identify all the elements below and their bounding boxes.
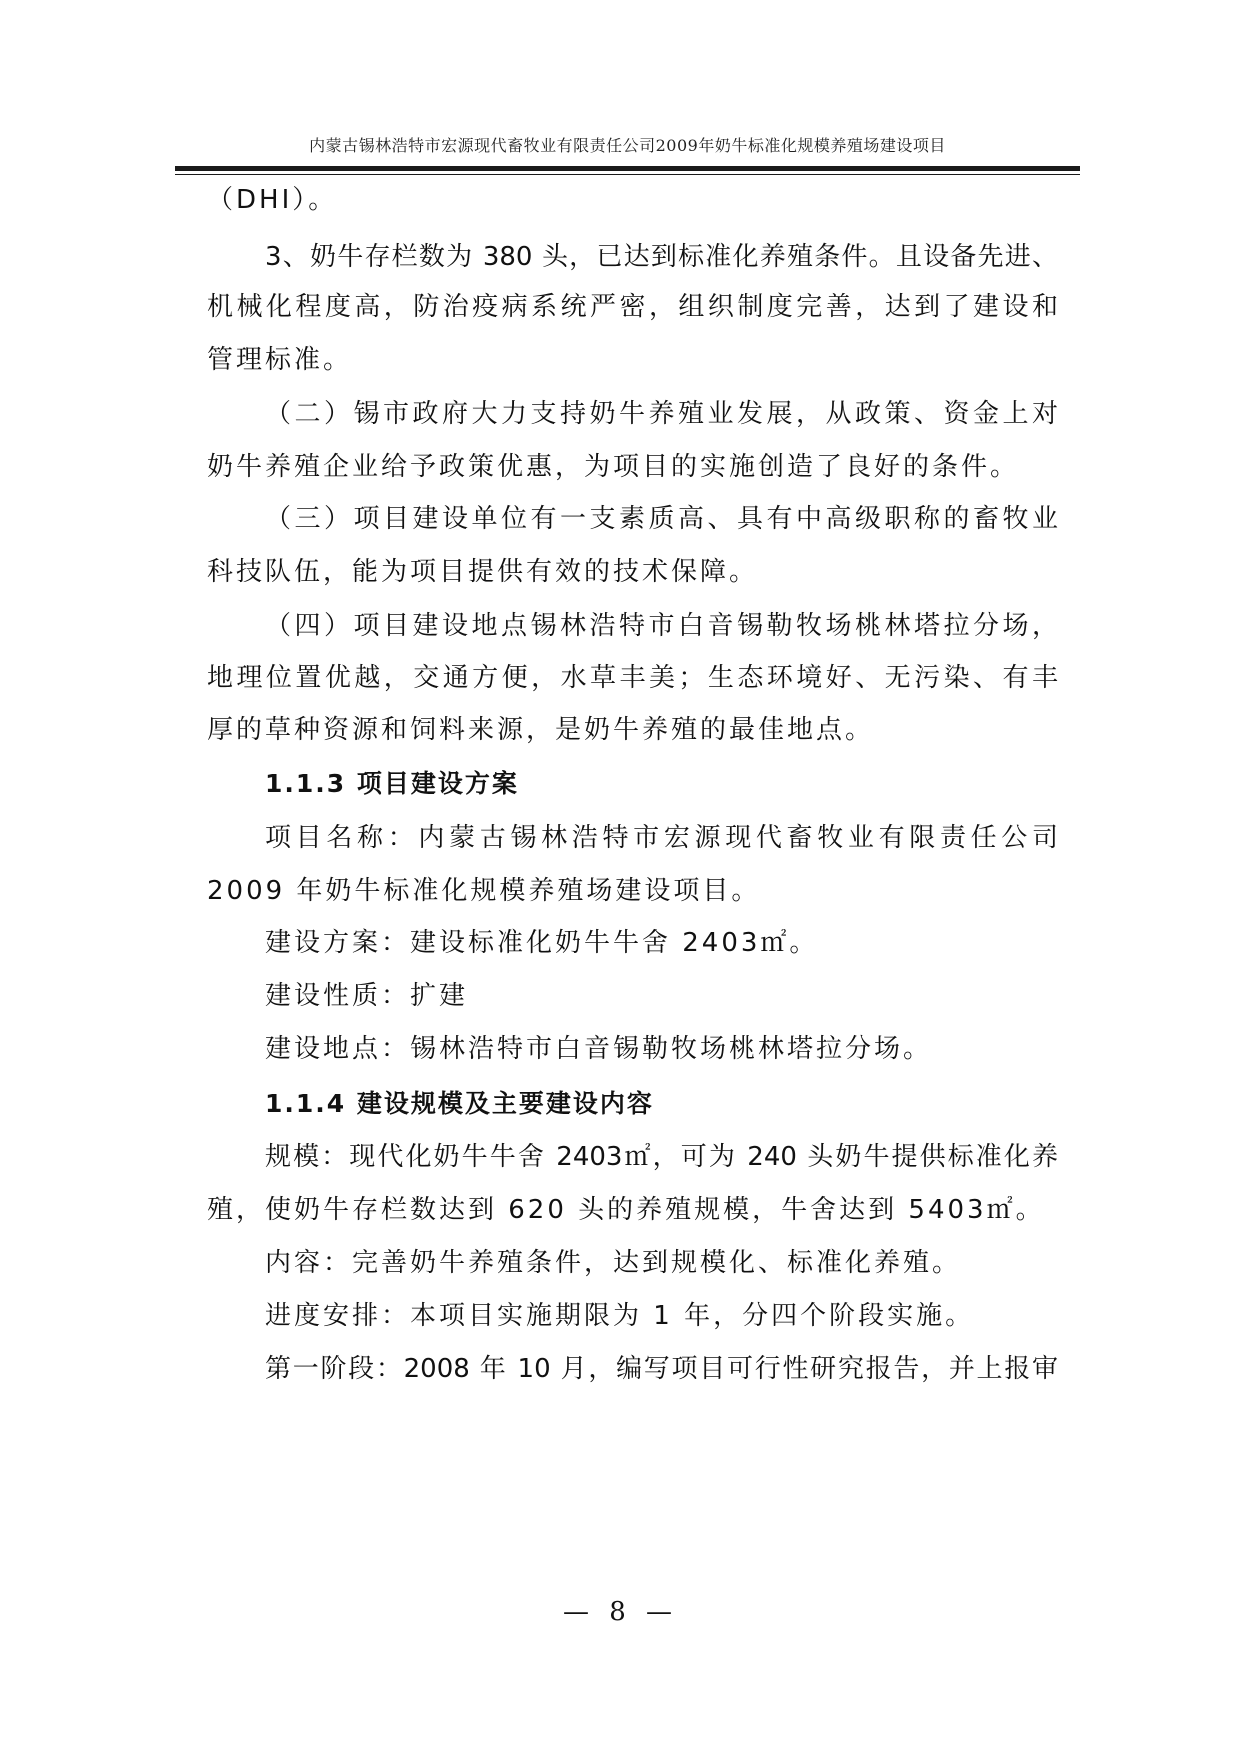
header-rule-thin [175, 174, 1080, 175]
text-line: （DHI）。 [207, 185, 338, 215]
text-line: 规模：现代化奶牛牛舍 2403㎡，可为 240 头奶牛提供标准化养 [265, 1142, 1058, 1172]
header-rule-thick [175, 166, 1080, 171]
text-line: 进度安排：本项目实施期限为 1 年，分四个阶段实施。 [265, 1301, 975, 1331]
section-heading-1-1-3: 1.1.3 项目建设方案 [265, 769, 519, 798]
text-line: （二）锡市政府大力支持奶牛养殖业发展，从政策、资金上对 [265, 399, 1058, 429]
text-line: 内容：完善奶牛养殖条件，达到规模化、标准化养殖。 [265, 1248, 962, 1278]
header-title: 内蒙古锡林浩特市宏源现代畜牧业有限责任公司2009年奶牛标准化规模养殖场建设项目 [309, 136, 946, 155]
text-line: 奶牛养殖企业给予政策优惠，为项目的实施创造了良好的条件。 [207, 452, 1020, 482]
text-line: 管理标准。 [207, 345, 353, 375]
text-line: 地理位置优越，交通方便，水草丰美；生态环境好、无污染、有丰 [207, 663, 1058, 693]
text-line: 建设地点：锡林浩特市白音锡勒牧场桃林塔拉分场。 [265, 1034, 933, 1064]
text-line: 科技队伍，能为项目提供有效的技术保障。 [207, 557, 759, 587]
text-line: 建设方案：建设标准化奶牛牛舍 2403㎡。 [265, 928, 819, 958]
page-number: — 8 — [562, 1597, 679, 1627]
section-heading-1-1-4: 1.1.4 建设规模及主要建设内容 [265, 1089, 654, 1118]
text-line: 机械化程度高，防治疫病系统严密，组织制度完善，达到了建设和 [207, 292, 1058, 322]
text-line: 项目名称：内蒙古锡林浩特市宏源现代畜牧业有限责任公司 [265, 823, 1058, 853]
text-line: 3、奶牛存栏数为 380 头，已达到标准化养殖条件。且设备先进、 [265, 242, 1058, 272]
text-line: 厚的草种资源和饲料来源，是奶牛养殖的最佳地点。 [207, 715, 875, 745]
text-line: 建设性质：扩建 [265, 981, 469, 1011]
text-line: 殖，使奶牛存栏数达到 620 头的养殖规模，牛舍达到 5403㎡。 [207, 1195, 1045, 1225]
text-line: 第一阶段：2008 年 10 月，编写项目可行性研究报告，并上报审 [265, 1354, 1058, 1384]
text-line: 2009 年奶牛标准化规模养殖场建设项目。 [207, 876, 761, 906]
text-line: （三）项目建设单位有一支素质高、具有中高级职称的畜牧业 [265, 504, 1058, 534]
text-line: （四）项目建设地点锡林浩特市白音锡勒牧场桃林塔拉分场， [265, 611, 1058, 641]
